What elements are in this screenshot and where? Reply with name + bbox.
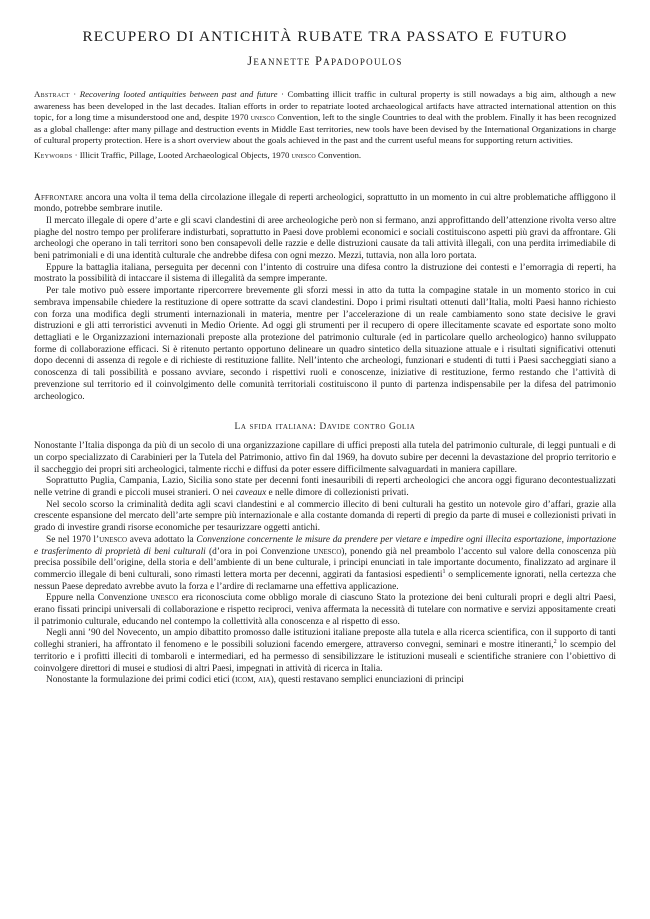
section-paragraph-5	[34, 593, 616, 628]
convention-title: Convenzione concernente le misure da prendere per vietare e impedire ogni illecita esportazione, importazione e trasferimento di proprietà di beni culturali	[34, 534, 616, 557]
article-body	[34, 193, 616, 687]
abstract-unesco: unesco	[250, 112, 275, 123]
section-paragraph-6-part-2: lo scempio del territorio e i profitti illeciti di tombaroli e intermediari, ed ha permesso di sensibilizzare le istituzioni museali e scientifiche straniere con l’obiettivo di coinvolgere direttori di musei e studiosi di altri Paesi, impegnati in attività di ricerca in Italia.	[34, 640, 616, 674]
intro-paragraph-2: Il mercato illegale di opere d’arte e gli scavi clandestini di aree archeologiche però non si fermano, anzi approfittando dell’attenzione rivolta verso altre piaghe del nostro tempo per proliferare indisturbati, soprattutto in Paesi dove problemi economici e sociali costituiscono aspetti più gravi da affrontare. Gli archeologi che operano in tali territori sono ben consapevoli delle razzie e delle distruzioni causate da tali attività illegali, con una perdita irrimediabile di beni patrimoniali e di una identità culturale che andrebbe difesa con ogni mezzo. Mezzi, tuttavia, non alla loro portata.	[34, 215, 616, 262]
keywords-text-part-2: Convention.	[315, 149, 362, 160]
keywords-unesco: unesco	[291, 149, 316, 160]
author-name: Jeannette Papadopoulos	[247, 54, 403, 68]
section-paragraph-4-part-2: aveva adottato la	[127, 534, 197, 545]
section-paragraph-7-part-2: ), questi restavano semplici enunciazioni di principi	[270, 675, 464, 686]
abstract	[34, 89, 616, 147]
caveaux-term: caveaux	[235, 488, 267, 499]
abstract-separator: ·	[69, 89, 80, 99]
section-paragraph-5-part-1: Eppure nella Convenzione	[46, 593, 151, 604]
section-paragraph-7	[34, 675, 616, 687]
section-paragraph-5-part-2: era riconosciuta come obbligo morale di ciascuno Stato la protezione dei beni culturali propri e degli altri Paesi, erano fissati principi universali di collaborazione e rispetto reciproci, veniva affermata la necessità di tutelare con normative e servizi appositamente creati il patrimonio culturale, educando nel contempo la collettività alla conoscenza e al rispetto di esso.	[34, 593, 617, 627]
section-paragraph-4-part-5: o semplicemente ignorati, nella certezza che nessun Paese depredato avrebbe avuto la forza e l’ardire di reclamarne una effettiva applicazione.	[34, 569, 616, 592]
unesco-abbrev-3: unesco	[150, 593, 179, 604]
abstract-text-part-2: Convention, left to the single Countries to deal with the problem. Finally it has been recognized as a global challenge: after many pillage and destruction events in Middle East territories, new tools have been devised by the International Organizations in charge of cultural property protection. Here is a short overview about the goals achieved in the past and the current useful means for supporting return activities.	[34, 112, 616, 146]
keywords-label: Keywords	[34, 149, 73, 160]
keywords	[34, 150, 616, 162]
ethics-codes-abbrev: icom, aia	[235, 675, 271, 686]
article-title: RECUPERO DI ANTICHITÀ RUBATE TRA PASSATO E FUTURO	[82, 28, 568, 45]
unesco-abbrev-1: unesco	[99, 534, 128, 545]
section-paragraph-6	[34, 628, 616, 675]
section-paragraph-4-part-1: Se nel 1970 l’	[46, 534, 100, 545]
intro-paragraph-1-text: ancora una volta il tema della circolazione illegale di reperti archeologici, soprattutto in un momento in cui altre problematiche affliggono il mondo, potrebbe sembrare inutile.	[34, 192, 616, 215]
keywords-text-part-1: · Illicit Traffic, Pillage, Looted Archaeological Objects, 1970	[72, 149, 292, 160]
section-paragraph-4	[34, 535, 616, 594]
footnote-ref-2[interactable]: 2	[553, 639, 557, 646]
footnote-ref-1[interactable]: 1	[442, 568, 446, 575]
section-heading: La sfida italiana: Davide contro Golia	[234, 422, 416, 433]
intro-paragraph-3: Eppure la battaglia italiana, perseguita per decenni con l’intento di costruire una difesa contro la distruzione dei contesti e l’emorragia di reperti, ha mostrato la possibilità di intaccare il sistema di illegalità da sempre imperante.	[34, 262, 616, 285]
intro-paragraph-4: Per tale motivo può essere importante ripercorrere brevemente gli sforzi messi in atto da tutta la compagine statale in un momento storico in cui sembrava impensabile chiedere la restituzione di opere sottratte da scavi clandestini. Dopo i primi risultati ottenuti dall’Italia, molti Paesi hanno richiesto con forza una modifica degli strumenti internazionali in materia, mentre per l’accelerazione di un reale cambiamento sono state decisive le gravi distruzioni e gli atti terroristici avvenuti in Medio Oriente. Ad oggi gli strumenti per il recupero di opere illecitamente scavate ed esportate sono molto dettagliati e le Organizzazioni internazionali preposte alla protezione del patrimonio culturale (ed in particolare quello archeologico) hanno sviluppato forme di collaborazione efficaci. Si è ritenuto pertanto opportuno delineare un quadro sintetico della situazione attuale e i risultati significativi ottenuti dopo decenni di assenza di regole e di richieste di restituzione fallite. Nell’intento che archeologi, funzionari e studenti di tutti i Paesi saccheggiati siano a conoscenza di tali possibilità e possano avviare, secondo i rispettivi ruoli e conoscenze, iniziative di restituzione, fermo restando che l’attività di prevenzione sul territorio ed il coinvolgimento delle comunità territoriali costituiscono il punto di partenza indispensabile per la difesa del patrimonio archeologico.	[34, 286, 616, 402]
section-paragraph-4-part-3: (d’ora in poi Convenzione	[205, 546, 314, 557]
section-paragraph-2-part-2: e nelle dimore di collezionisti privati.	[266, 488, 409, 499]
abstract-text-part-1: · Combatting illicit traffic in cultural property is still nowadays a big aim, although a new awareness has been developed in the last decades. Italian efforts in order to repatriate looted archaeological artifacts have attracted international attention on this topic, for a long time a misunderstood one and, despite 1970	[34, 89, 617, 123]
intro-lead-word: Affrontare	[34, 192, 84, 203]
unesco-abbrev-2: unesco	[313, 546, 342, 557]
section-paragraph-2	[34, 476, 616, 499]
section-paragraph-2-part-1: Soprattutto Puglia, Campania, Lazio, Sicilia sono state per decenni fonti inesauribili di reperti archeologici che ancora oggi figurano decontestualizzati nelle vetrine di grandi e piccoli musei stranieri. O nei	[34, 476, 616, 499]
intro-paragraph-1	[34, 193, 616, 216]
abstract-label: Abstract	[34, 89, 70, 99]
abstract-english-title: Recovering looted antiquities between past and future	[79, 89, 278, 99]
section-paragraph-7-part-1: Nonostante la formulazione dei primi codici etici (	[46, 675, 236, 686]
section-paragraph-6-part-1: Negli anni ’90 del Novecento, un ampio dibattito promosso dalle istituzioni italiane preposte alla tutela e alla ricerca scientifica, con il supporto di tanti colleghi stranieri, ha affrontato il fenomeno e le possibili soluzioni facendo emergere, attraverso convegni, seminari e mostre itineranti,	[34, 628, 616, 651]
section-paragraph-3: Nel secolo scorso la criminalità dedita agli scavi clandestini e al commercio illecito di beni culturali ha gestito un notevole giro d’affari, grazie alla crescente espansione del mercato dell’arte sempre più internazionale e alla costante domanda di reperti di pregio da parte di musei e collezionisti privati in grado di investire grandi risorse economiche per tesaurizzare oggetti antichi.	[34, 499, 616, 534]
section-paragraph-4-part-4: ), ponendo già nel preambolo l’accento sul valore della conoscenza più precisa possibile dell’origine, della storia e dell’ambiente di un bene culturale, i principi enunciati in tale importante documento, finalizzato ad arginare il commercio illegale di beni culturali, sono rimasti lettera morta per decenni, aggirati da fantasiosi espedienti	[34, 546, 616, 580]
section-paragraph-1: Nonostante l’Italia disponga da più di un secolo di una organizzazione capillare di uffici preposti alla tutela del patrimonio culturale, di leggi puntuali e di un corpo specializzato di Carabinieri per la Tutela del Patrimonio, attivo fin dal 1969, ha dovuto subire per decenni la devastazione del proprio territorio e il saccheggio dei propri siti archeologici, talmente ricchi e diffusi da poter essere difficilmente salvaguardati in maniera capillare.	[34, 441, 616, 475]
